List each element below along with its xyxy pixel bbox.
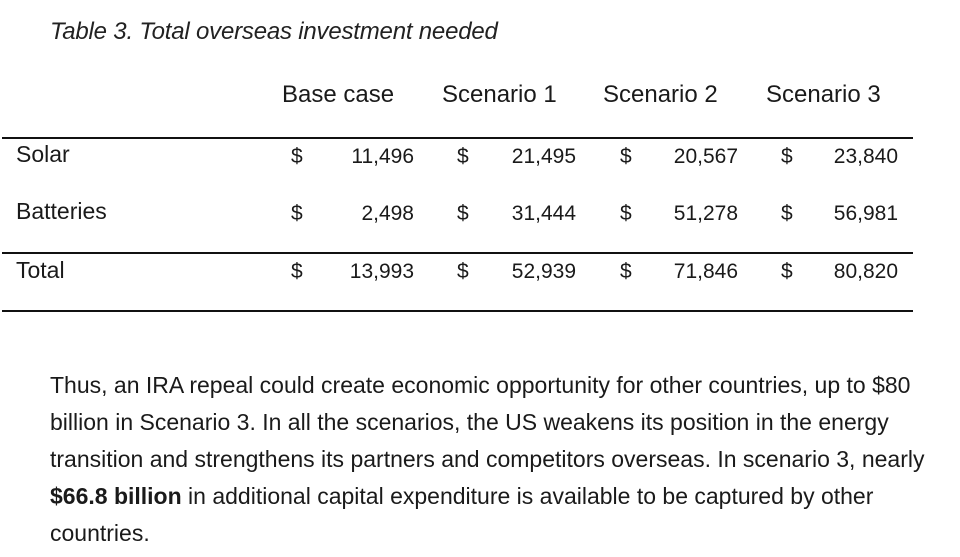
currency-symbol: $ xyxy=(457,202,469,225)
table-caption: Table 3. Total overseas investment needed xyxy=(50,18,498,45)
cell-value: 51,278 xyxy=(673,202,738,225)
cell-value: 71,846 xyxy=(673,260,738,283)
table-total-rule xyxy=(2,252,913,254)
currency-symbol: $ xyxy=(620,202,632,225)
cell-value: 80,820 xyxy=(833,260,898,283)
body-paragraph xyxy=(50,367,945,552)
cell-value: 2,498 xyxy=(361,202,414,225)
cell-value: 13,993 xyxy=(349,260,414,283)
currency-symbol: $ xyxy=(291,260,303,283)
currency-symbol: $ xyxy=(291,145,303,168)
cell-value: 21,495 xyxy=(511,145,576,168)
currency-symbol: $ xyxy=(620,145,632,168)
row-label-total: Total xyxy=(16,257,65,283)
row-label-batteries: Batteries xyxy=(16,198,107,224)
row-label-solar: Solar xyxy=(16,141,70,167)
cell-value: 23,840 xyxy=(833,145,898,168)
currency-symbol: $ xyxy=(457,145,469,168)
currency-symbol: $ xyxy=(457,260,469,283)
paragraph-text: Thus, an IRA repeal could create economic opportunity for other countries, up to $80 billion in Scenario 3. In all the scenarios, the US weakens its position in the energy transition and strengthens its partners and competitors overseas. In scenario 3, nearly xyxy=(50,372,925,472)
paragraph-bold-amount: $66.8 billion xyxy=(50,483,182,509)
column-header-base-case: Base case xyxy=(282,81,395,108)
column-header-scenario-1: Scenario 1 xyxy=(442,81,557,108)
currency-symbol: $ xyxy=(291,202,303,225)
currency-symbol: $ xyxy=(620,260,632,283)
column-header-scenario-2: Scenario 2 xyxy=(603,81,718,108)
cell-value: 31,444 xyxy=(511,202,576,225)
cell-value: 20,567 xyxy=(673,145,738,168)
cell-value: 56,981 xyxy=(833,202,898,225)
cell-value: 11,496 xyxy=(351,145,414,168)
currency-symbol: $ xyxy=(781,202,793,225)
currency-symbol: $ xyxy=(781,145,793,168)
cell-value: 52,939 xyxy=(511,260,576,283)
table-top-rule xyxy=(2,137,913,139)
column-header-scenario-3: Scenario 3 xyxy=(766,81,881,108)
paragraph-text: in additional capital expenditure is available to be captured by other countries. xyxy=(50,483,874,546)
currency-symbol: $ xyxy=(781,260,793,283)
table-bottom-rule xyxy=(2,310,913,312)
